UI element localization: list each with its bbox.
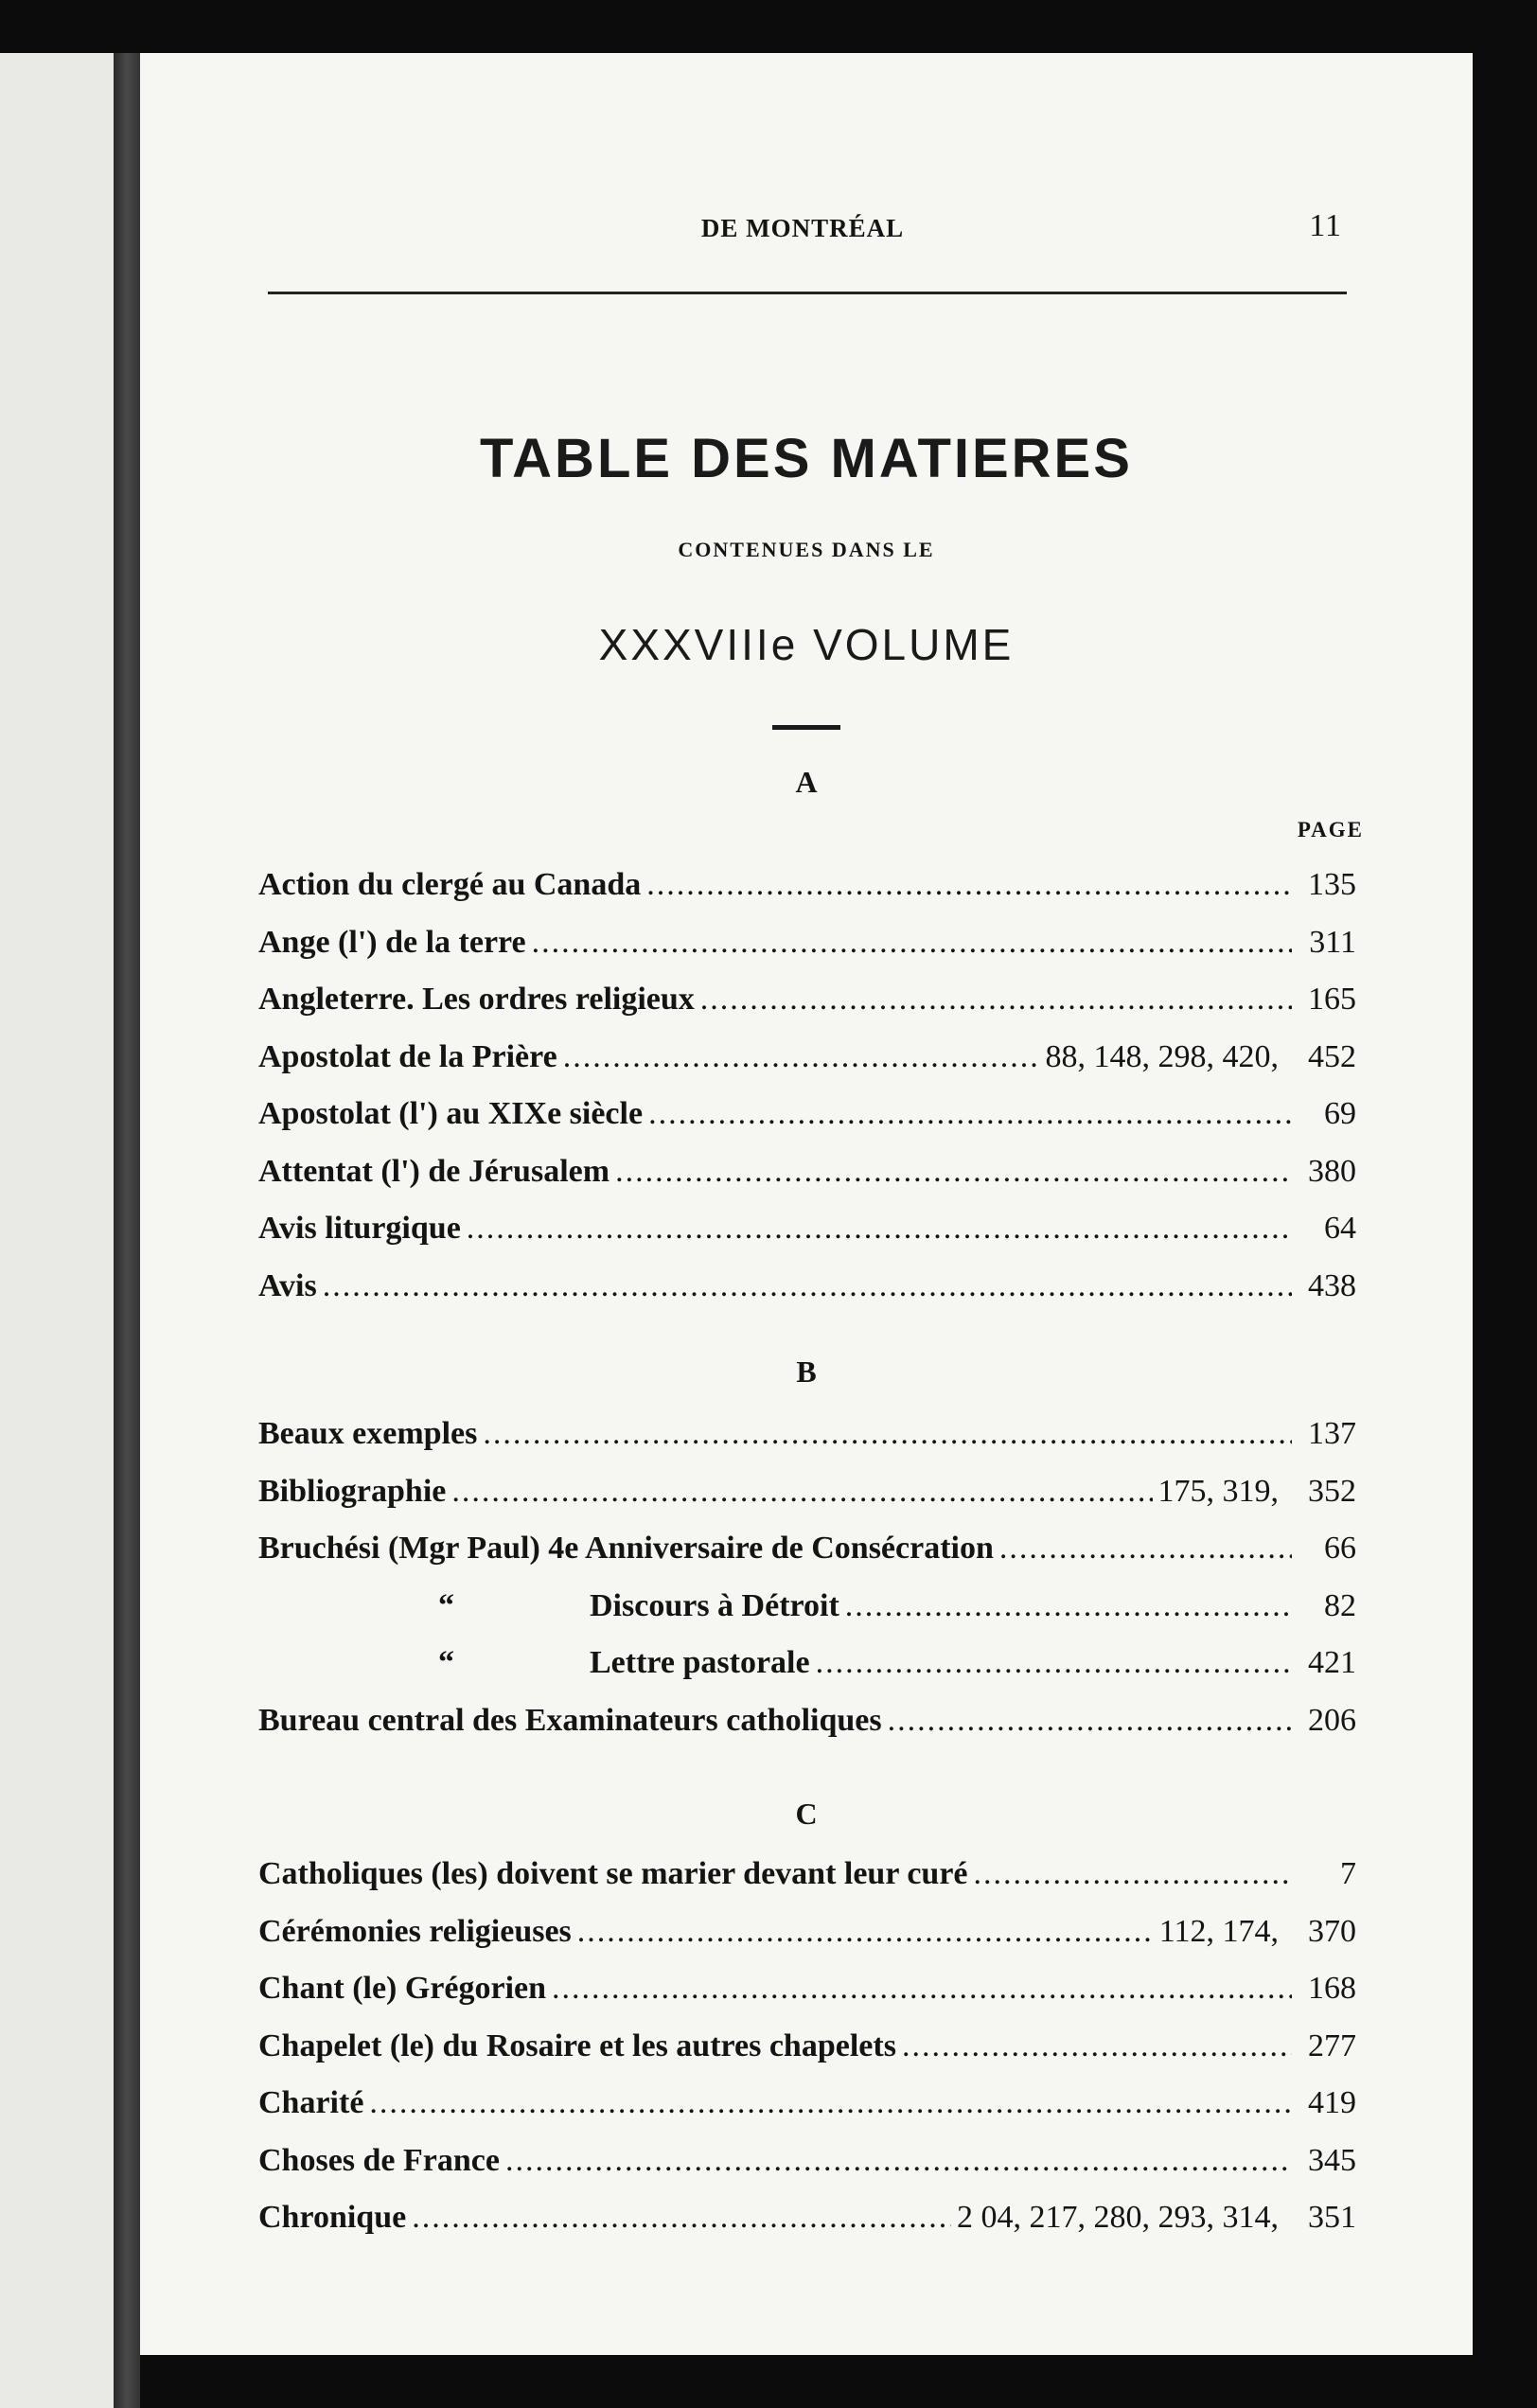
entry-title: Angleterre. Les ordres religieux <box>258 982 695 1017</box>
entry-page-number: 380 <box>1308 1153 1356 1189</box>
header-rule <box>268 292 1347 294</box>
subtitle: CONTENUES DANS LE <box>678 538 935 561</box>
entry-page-number: 69 <box>1324 1096 1356 1131</box>
dot-leader <box>700 982 1292 1018</box>
dot-leader <box>816 1645 1292 1681</box>
dot-leader <box>369 2085 1292 2121</box>
entry-page-number: 419 <box>1308 2085 1356 2120</box>
toc-entry <box>258 2028 1356 2072</box>
entry-page-number: 165 <box>1308 982 1356 1017</box>
toc-entry <box>258 1474 1356 1517</box>
book-page <box>140 53 1473 2355</box>
dot-leader <box>845 1588 1292 1624</box>
page-title: TABLE DES MATIERES <box>480 428 1133 489</box>
volume-title: XXXVIIIe VOLUME <box>598 620 1015 669</box>
book-gutter <box>114 53 140 2408</box>
entry-title: Apostolat (l') au XIXe siècle <box>258 1096 644 1131</box>
entry-page-number: 7 <box>1340 1856 1356 1891</box>
entry-page-number: 311 <box>1309 924 1356 960</box>
entry-title: Bibliographie <box>258 1473 447 1509</box>
entry-title: Charité <box>258 2085 364 2120</box>
dot-leader <box>532 925 1292 961</box>
entry-page-refs: 112, 174, <box>1158 1913 1279 1949</box>
entry-title: Lettre pastorale <box>590 1645 810 1680</box>
dot-leader <box>902 2028 1292 2064</box>
dot-leader <box>323 1268 1292 1304</box>
entry-page-refs: 175, 319, <box>1157 1473 1279 1509</box>
ditto-mark: “ <box>438 1587 454 1623</box>
entry-page-number: 206 <box>1308 1702 1356 1738</box>
toc-entry <box>258 1588 1356 1632</box>
toc-entry <box>258 2143 1356 2187</box>
toc-entry <box>258 982 1356 1025</box>
toc-entry <box>258 1211 1356 1254</box>
toc-entry <box>258 2085 1356 2129</box>
dot-leader <box>646 867 1292 903</box>
section-letter: A <box>795 765 818 799</box>
entry-page-number: 137 <box>1308 1416 1356 1451</box>
entry-title: Attentat (l') de Jérusalem <box>258 1153 610 1189</box>
entry-page-number: 82 <box>1324 1587 1356 1623</box>
title-rule <box>772 725 840 730</box>
toc-entry <box>258 1531 1356 1574</box>
toc-entry <box>258 1856 1356 1900</box>
entry-page-number: 345 <box>1308 2142 1356 2178</box>
running-title: DE MONTRÉAL <box>700 214 905 242</box>
entry-title: Choses de France <box>258 2142 500 2178</box>
dot-leader <box>483 1416 1292 1452</box>
entry-title: Chronique <box>258 2200 407 2235</box>
dot-leader <box>999 1531 1292 1567</box>
toc-entry <box>258 1154 1356 1197</box>
left-page-edge <box>0 53 128 2408</box>
entry-title: Apostolat de la Prière <box>258 1038 557 1074</box>
entry-page-refs: 88, 148, 298, 420, <box>1045 1038 1279 1074</box>
entry-title: Bruchési (Mgr Paul) 4e Anniversaire de Consécration <box>258 1531 994 1566</box>
toc-entry <box>258 1416 1356 1460</box>
entry-page-number: 277 <box>1308 2027 1356 2063</box>
entry-title: Chapelet (le) du Rosaire et les autres chapelets <box>258 2027 896 2063</box>
entry-page-number: 370 <box>1308 1913 1356 1949</box>
dot-leader <box>615 1154 1292 1190</box>
toc-entry <box>258 1645 1356 1689</box>
dot-leader <box>505 2143 1292 2179</box>
dot-leader <box>552 1971 1292 2007</box>
toc-entry <box>258 1268 1356 1312</box>
dot-leader <box>648 1096 1292 1132</box>
toc-entry <box>258 1096 1356 1140</box>
entry-title: Avis liturgique <box>258 1211 461 1246</box>
entry-title: Avis <box>258 1267 317 1303</box>
section-letter: C <box>795 1797 818 1831</box>
section-letter: B <box>796 1354 817 1389</box>
entry-page-number: 352 <box>1308 1473 1356 1509</box>
entry-title: Action du clergé au Canada <box>258 867 642 902</box>
entry-page-number: 438 <box>1308 1267 1356 1303</box>
toc-entry <box>258 1703 1356 1746</box>
entry-page-number: 452 <box>1308 1038 1356 1074</box>
toc-entry <box>258 925 1356 968</box>
toc-entry <box>258 1039 1356 1083</box>
entry-title: Ange (l') de la terre <box>258 924 526 960</box>
entry-title: Catholiques (les) doivent se marier devant leur curé <box>258 1856 968 1891</box>
entry-page-number: 135 <box>1308 867 1356 902</box>
page-column-header: PAGE <box>1297 818 1364 841</box>
entry-page-number: 351 <box>1308 2200 1356 2235</box>
dot-leader <box>888 1703 1292 1739</box>
dot-leader <box>467 1211 1292 1247</box>
dot-leader <box>974 1856 1293 1892</box>
entry-page-refs: 2 04, 217, 280, 293, 314, <box>957 2200 1279 2235</box>
toc-entry <box>258 867 1356 911</box>
entry-page-number: 64 <box>1324 1211 1356 1246</box>
toc-entry <box>258 2200 1356 2243</box>
entry-title: Bureau central des Examinateurs catholiques <box>258 1702 882 1738</box>
toc-entry <box>258 1971 1356 2014</box>
entry-title: Chant (le) Grégorien <box>258 1971 547 2006</box>
entry-page-number: 66 <box>1324 1531 1356 1566</box>
entry-title: Cérémonies religieuses <box>258 1913 572 1949</box>
ditto-mark: “ <box>438 1645 454 1680</box>
entry-page-number: 168 <box>1308 1971 1356 2006</box>
dot-leader <box>577 1914 1154 1950</box>
page-number: 11 <box>1309 208 1342 243</box>
entry-title: Discours à Détroit <box>590 1587 839 1623</box>
dot-leader <box>563 1039 1040 1075</box>
entry-page-number: 421 <box>1308 1645 1356 1680</box>
dot-leader <box>412 2200 951 2236</box>
dot-leader <box>451 1474 1152 1510</box>
entry-title: Beaux exemples <box>258 1416 478 1451</box>
toc-entry <box>258 1914 1356 1957</box>
